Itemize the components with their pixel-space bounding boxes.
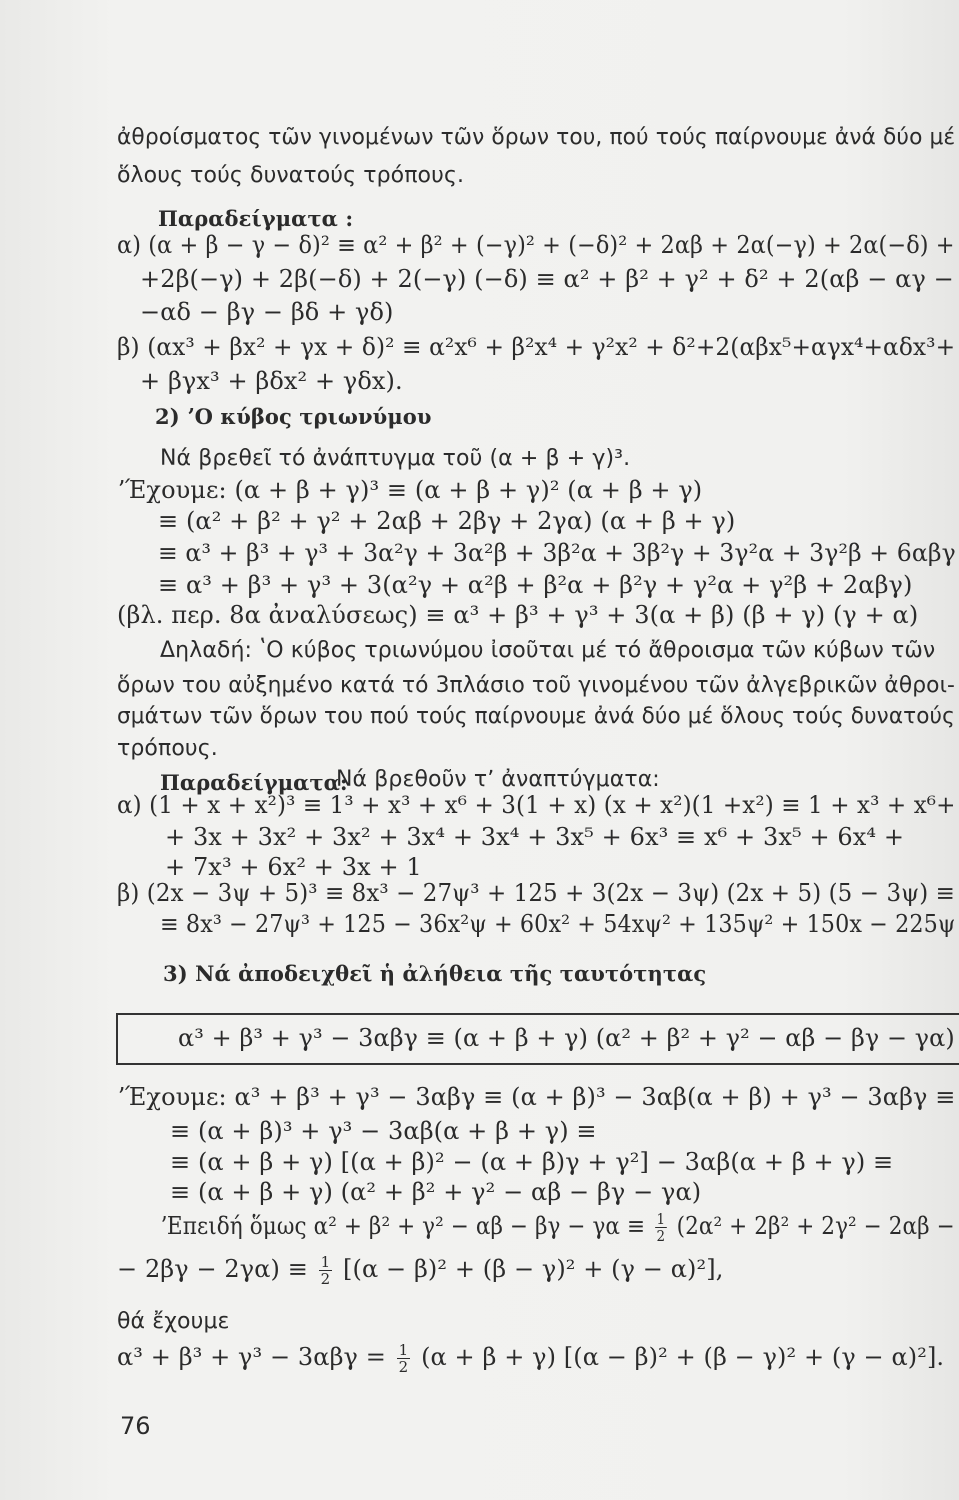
fraction-one-half <box>319 1254 333 1287</box>
section-heading: 2) ʼΟ κύβος τριωνύμου <box>155 404 432 429</box>
equation-part: (2α² + 2β² + 2γ² − 2αβ − <box>676 1212 955 1240</box>
fraction-denominator: 2 <box>656 1227 666 1245</box>
fraction-numerator: 1 <box>656 1210 666 1228</box>
equation-line: ≡ (α + β + γ) [(α + β)² − (α + β)γ + γ²] − 3αβ(α + β + γ) ≡ <box>170 1148 894 1176</box>
text-line: θά ἔχουμε <box>117 1309 230 1334</box>
equation-line: (βλ. περ. 8α ἀναλύσεως) ≡ α³ + β³ + γ³ + 3(α + β) (β + γ) (γ + α) <box>117 601 919 629</box>
equation-line <box>117 1342 944 1375</box>
section-heading: Παραδείγματα: <box>160 770 348 795</box>
equation-line: ≡ α³ + β³ + γ³ + 3α²γ + 3α²β + 3β²α + 3β²γ + 3γ²α + 3γ²β + 6αβγ <box>158 539 956 567</box>
page-number: 76 <box>120 1412 151 1440</box>
equation-line: β) (αx³ + βx² + γx + δ)² ≡ α²x⁶ + β²x⁴ + γ²x² + δ²+2(αβx⁵+αγx⁴+αδx³+ <box>117 333 956 361</box>
equation-part: − 2βγ − 2γα) ≡ <box>117 1255 308 1283</box>
equation-line: α) (α + β − γ − δ)² ≡ α² + β² + (−γ)² + (−δ)² + 2αβ + 2α(−γ) + 2α(−δ) + <box>117 231 955 259</box>
equation-line: + 7x³ + 6x² + 3x + 1 <box>165 853 422 881</box>
fraction-numerator: 1 <box>320 1253 331 1271</box>
section-heading: 3) Νά ἀποδειχθεῖ ἡ ἀλήθεια τῆς ταυτότητας <box>163 961 707 986</box>
equation-part: ʼΕπειδή ὅμως α² + β² + γ² − αβ − βγ − γα ≡ <box>160 1212 646 1240</box>
text-line: Νά βρεθοῦν τʼ ἀναπτύγματα: <box>336 767 660 792</box>
equation-line: + 3x + 3x² + 3x² + 3x⁴ + 3x⁴ + 3x⁵ + 6x³ ≡ x⁶ + 3x⁵ + 6x⁴ + <box>165 823 905 851</box>
equation-line: ≡ (α + β)³ + γ³ − 3αβ(α + β + γ) ≡ <box>170 1117 597 1145</box>
equation-line <box>117 1254 723 1287</box>
fraction-numerator: 1 <box>398 1341 409 1359</box>
equation-line: ≡ (α² + β² + γ² + 2αβ + 2βγ + 2γα) (α + β + γ) <box>158 507 736 535</box>
text-line: ὅλους τούς δυνατούς τρόπους. <box>117 163 465 188</box>
text-line: Δηλαδή: ʽΟ κύβος τριωνύμου ἰσοῦται μέ τό ἄθροισμα τῶν κύβων τῶν <box>160 638 936 663</box>
equation-line: +2β(−γ) + 2β(−δ) + 2(−γ) (−δ) ≡ α² + β² + γ² + δ² + 2(αβ − αγ − <box>140 265 954 293</box>
equation-line: ≡ 8x³ − 27ψ³ + 125 − 36x²ψ + 60x² + 54xψ² + 135ψ² + 150x − 225ψ <box>160 910 956 938</box>
equation-line: −αδ − βγ − βδ + γδ) <box>140 298 394 326</box>
equation-line: ʼΈχουμε: α³ + β³ + γ³ − 3αβγ ≡ (α + β)³ − 3αβ(α + β) + γ³ − 3αβγ ≡ <box>117 1083 956 1111</box>
equation-part: (α + β + γ) [(α − β)² + (β − γ)² + (γ − α)²]. <box>421 1343 945 1371</box>
equation-line: ʼΈχουμε: (α + β + γ)³ ≡ (α + β + γ)² (α + β + γ) <box>117 476 703 504</box>
equation-line: ≡ α³ + β³ + γ³ + 3(α²γ + α²β + β²α + β²γ + γ²α + γ²β + 2αβγ) <box>158 571 913 599</box>
fraction-one-half <box>397 1342 411 1375</box>
equation-part: α³ + β³ + γ³ − 3αβγ = <box>117 1343 386 1371</box>
section-heading: Παραδείγματα : <box>158 206 354 231</box>
text-line: ὅρων του αὐξημένο κατά τό 3πλάσιο τοῦ γινομένου τῶν ἀλγεβρικῶν ἀθροι- <box>117 673 956 698</box>
text-line: Νά βρεθεῖ τό ἀνάπτυγμα τοῦ (α + β + γ)³. <box>160 446 631 471</box>
equation-line: β) (2x − 3ψ + 5)³ ≡ 8x³ − 27ψ³ + 125 + 3(2x − 3ψ) (2x + 5) (5 − 3ψ) ≡ <box>117 879 956 907</box>
fraction-one-half <box>655 1211 667 1244</box>
text-line: τρόπους. <box>117 736 218 761</box>
fraction-denominator: 2 <box>398 1358 409 1376</box>
equation-part: [(α − β)² + (β − γ)² + (γ − α)²], <box>343 1255 724 1283</box>
equation-line: ≡ (α + β + γ) (α² + β² + γ² − αβ − βγ − γα) <box>170 1178 702 1206</box>
equation-line: α) (1 + x + x²)³ ≡ 1³ + x³ + x⁶ + 3(1 + x) (x + x²)(1 +x²) ≡ 1 + x³ + x⁶+ <box>117 791 956 819</box>
fraction-denominator: 2 <box>320 1270 331 1288</box>
identity-formula: α³ + β³ + γ³ − 3αβγ ≡ (α + β + γ) (α² + β² + γ² − αβ − βγ − γα) <box>178 1024 955 1052</box>
text-line: ἀθροίσματος τῶν γινομένων τῶν ὅρων του, πού τούς παίρνουμε ἀνά δύο μέ <box>117 125 956 150</box>
equation-line: + βγx³ + βδx² + γδx). <box>140 367 403 395</box>
text-line: σμάτων τῶν ὅρων του πού τούς παίρνουμε ἀνά δύο μέ ὅλους τούς δυνατούς <box>117 704 955 729</box>
equation-line <box>160 1211 955 1244</box>
